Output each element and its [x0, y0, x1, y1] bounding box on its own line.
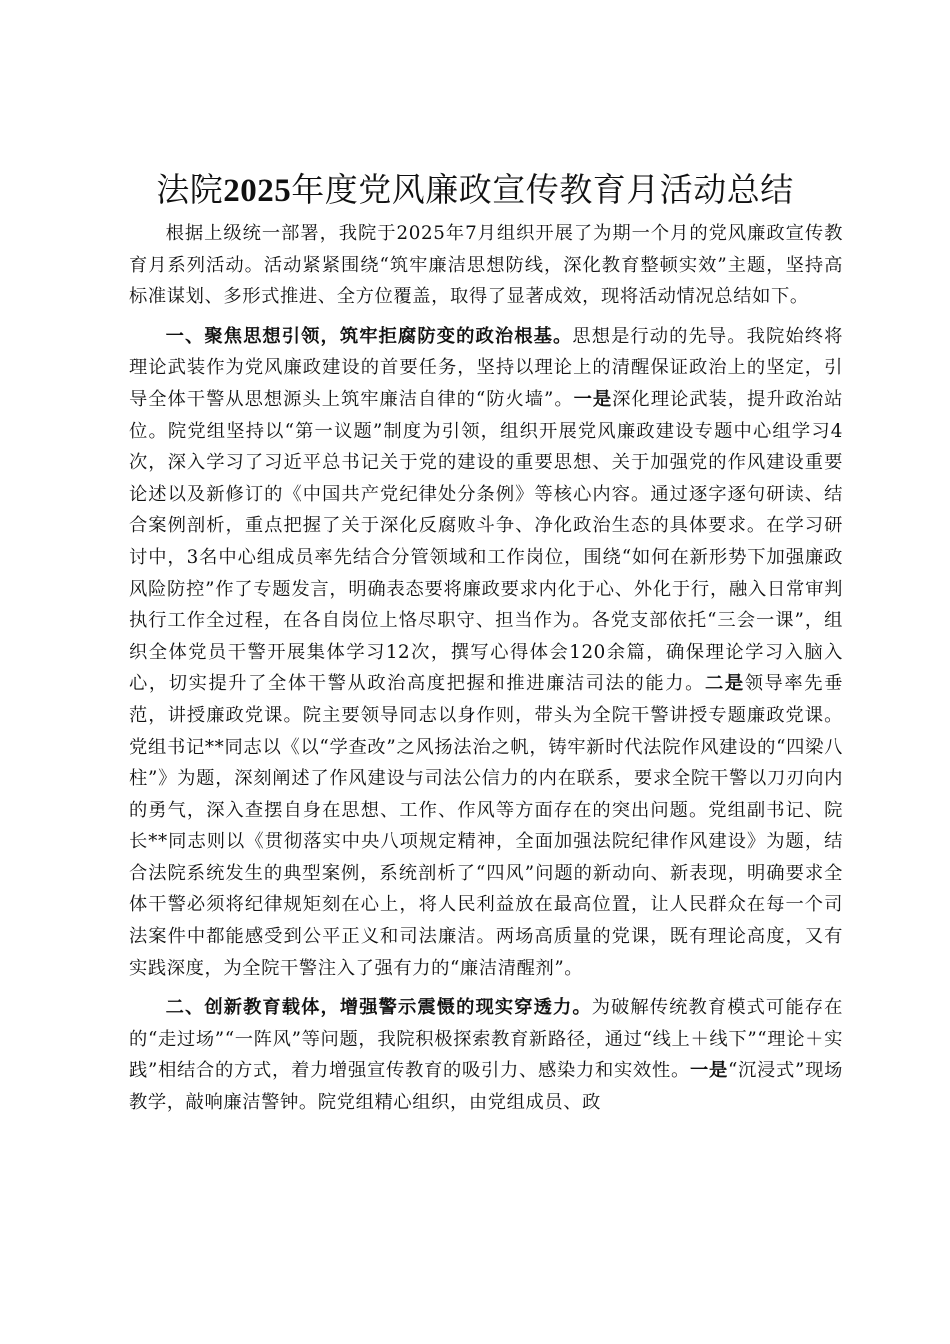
section-2-text-a: 为破解传统教育模式可能存在的“走过场”“一阵风”等问题，我院积极探索教育新路径，通过“线上＋线下”“理论＋实践”相结合的方式，着力增强宣传教育的吸引力、感染力和实效性。: [129, 997, 843, 1082]
intro-paragraph: 根据上级统一部署，我院于2025年7月组织开展了为期一个月的党风廉政宣传教育月系列活动。活动紧紧围绕“筑牢廉洁思想防线，深化教育整顿实效”主题，坚持高标准谋划、多形式推进、全方位覆盖，取得了显著成效，现将活动情况总结如下。: [129, 223, 843, 308]
section-2-marker-1: 一是: [689, 1060, 728, 1082]
section-1-paragraph: [129, 321, 843, 984]
section-1-marker-1: 一是: [573, 388, 613, 410]
title-suffix: 年度党风廉政宣传教育月活动总结: [291, 170, 794, 209]
document-body: [129, 218, 843, 1127]
document-title: [0, 166, 950, 215]
section-2-text-b: “沉浸式”现场教学，敲响廉洁警钟。院党组精心组织，由党组成员、政: [129, 1060, 843, 1114]
section-1-marker-2: 二是: [704, 673, 745, 695]
section-1-text-b: 深化理论武装，提升政治站位。院党组坚持以“第一议题”制度为引领，组织开展党风廉政建设专题中心组学习4次，深入学习了习近平总书记关于党的建设的重要思想、关于加强党的作风建设重要论述以及新修订的《中国共产党纪律处分条例》等核心内容。通过逐字逐句研读、结合案例剖析，重点把握了关于深化反腐败斗争、净化政治生态的具体要求。在学习研讨中，3名中心组成员率先结合分管领域和工作岗位，围绕“如何在新形势下加强廉政风险防控”作了专题发言，明确表态要将廉政要求内化于心、外化于行，融入日常审判执行工作全过程，在各自岗位上恪尽职守、担当作为。各党支部依托“三会一课”，组织全体党员干警开展集体学习12次，撰写心得体会120余篇，确保理论学习入脑入心，切实提升了全体干警从政治高度把握和推进廉洁司法的能力。: [129, 388, 844, 695]
section-2-heading: 二、创新教育载体，增强警示震慑的现实穿透力。: [165, 997, 592, 1019]
section-1-text-c: 领导率先垂范，讲授廉政党课。院主要领导同志以身作则，带头为全院干警讲授专题廉政党课。党组书记**同志以《以“学查改”之风扬法治之帆，铸牢新时代法院作风建设的“四梁八柱”》为题，深刻阐述了作风建设与司法公信力的内在联系，要求全院干警以刀刃向内的勇气，深入查摆自身在思想、工作、作风等方面存在的突出问题。党组副书记、院长**同志则以《贯彻落实中央八项规定精神，全面加强法院纪律作风建设》为题，结合法院系统发生的典型案例，系统剖析了“四风”问题的新动向、新表现，明确要求全体干警必须将纪律规矩刻在心上，将人民利益放在最高位置，让人民群众在每一个司法案件中都能感受到公平正义和司法廉洁。两场高质量的党课，既有理论高度，又有实践深度，为全院干警注入了强有力的“廉洁清醒剂”。: [129, 673, 844, 979]
section-1-text-a: 思想是行动的先导。我院始终将理论武装作为党风廉政建设的首要任务，坚持以理论上的清醒保证政治上的坚定，引导全体干警从思想源头上筑牢廉洁自律的“防火墙”。: [129, 325, 843, 410]
section-1-heading: 一、聚焦思想引领，筑牢拒腐防变的政治根基。: [165, 325, 573, 347]
title-year: 2025: [223, 173, 292, 209]
title-prefix: 法院: [156, 170, 224, 209]
section-2-paragraph: [129, 992, 843, 1118]
